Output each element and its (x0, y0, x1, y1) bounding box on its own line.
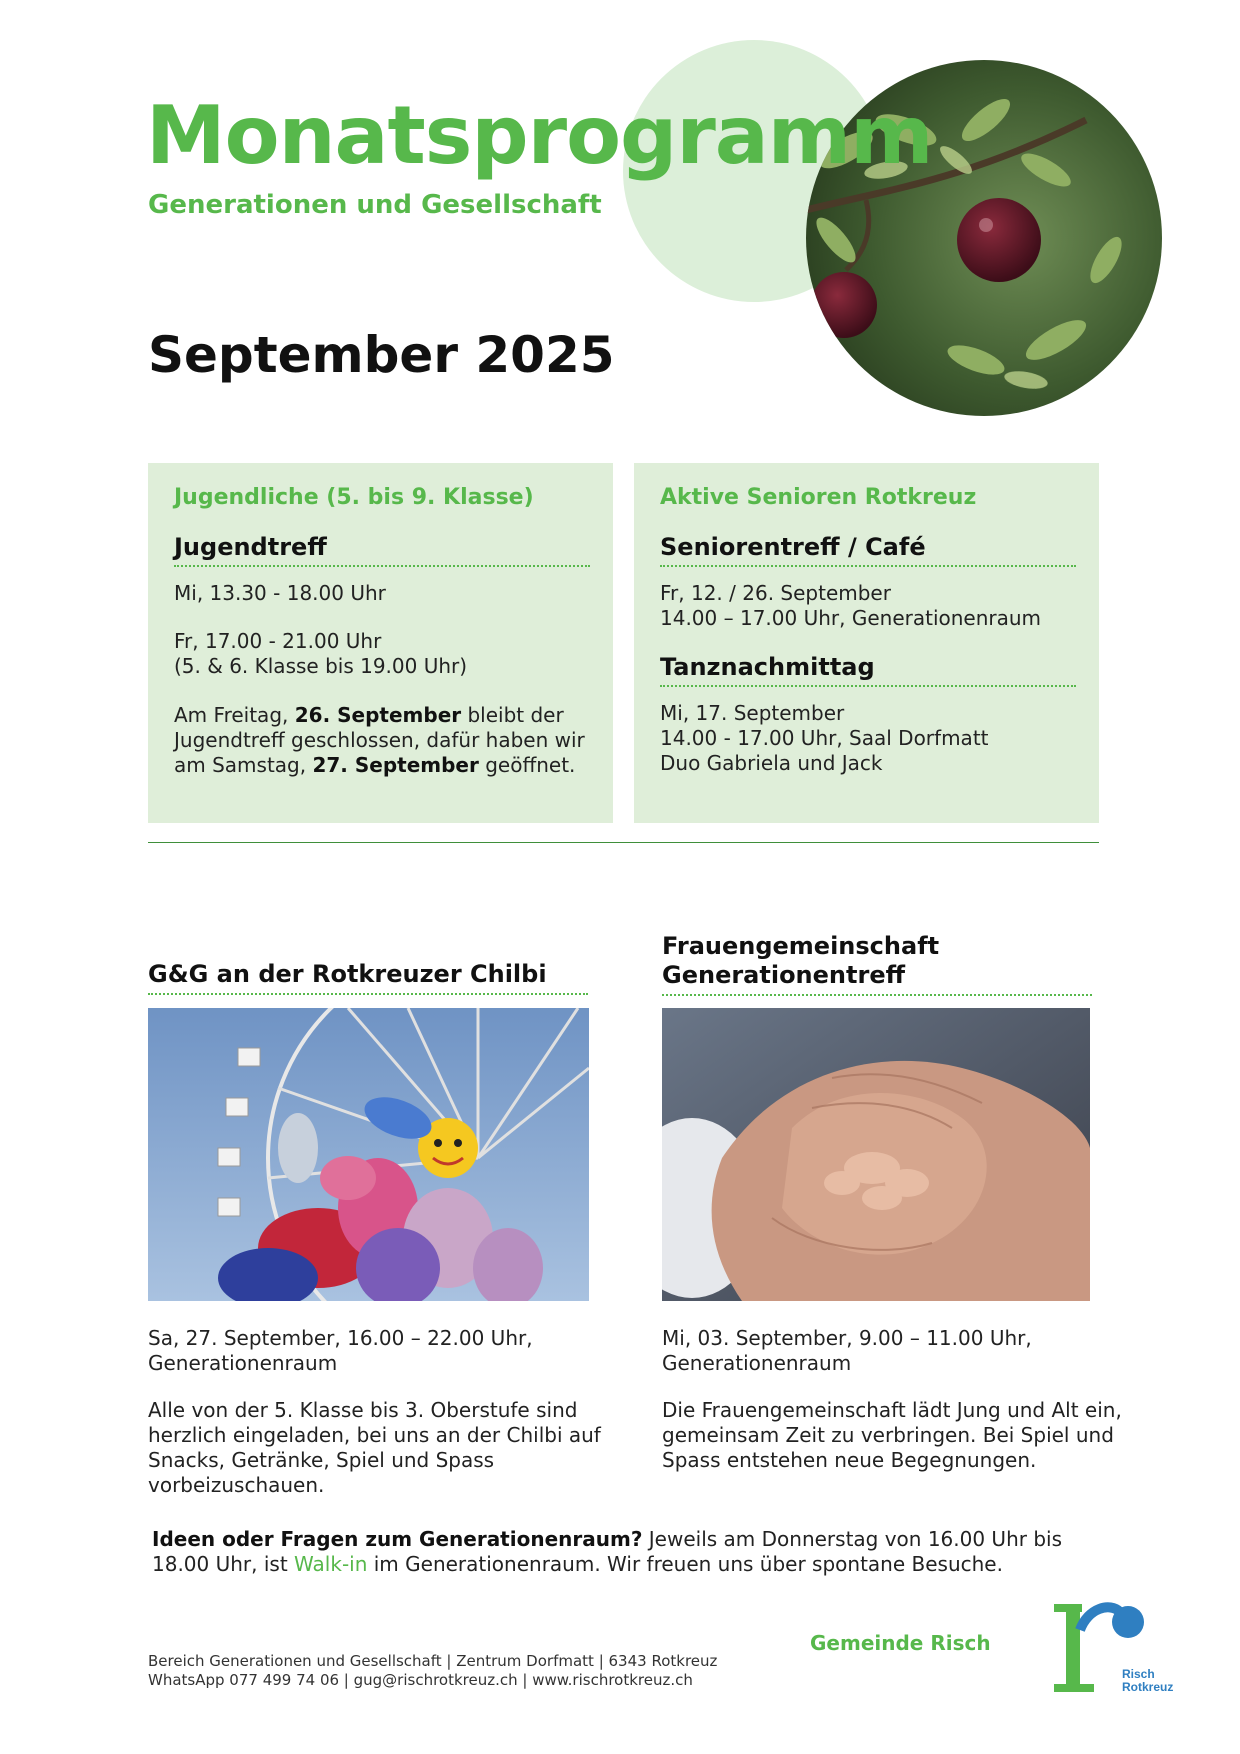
page-title: Monatsprogramm (146, 89, 933, 182)
youth-box (148, 463, 613, 823)
youth-box-heading: Jugendliche (5. bis 9. Klasse) (174, 485, 534, 510)
chilbi-balloons-photo (148, 1008, 589, 1301)
frauen-event-description: Die Frauengemeinschaft lädt Jung und Alt ein, gemeinsam Zeit zu verbringen. Bei Spiel und Spass entstehen neue Begegnungen. (662, 1398, 1122, 1472)
chilbi-location-line: Generationenraum (148, 1351, 338, 1375)
frauen-location-line: Generationenraum (662, 1351, 852, 1375)
tanznachmittag-time: 14.00 - 17.00 Uhr, Saal Dorfmatt (660, 726, 989, 750)
senior-box (634, 463, 1099, 823)
chilbi-event-title: G&G an der Rotkreuzer Chilbi (148, 960, 588, 995)
chilbi-date-line: Sa, 27. September, 16.00 – 22.00 Uhr, (148, 1326, 533, 1350)
frauen-event-title (662, 932, 1092, 996)
tanznachmittag-title: Tanznachmittag (660, 653, 1076, 687)
risch-rotkreuz-logo (1050, 1598, 1180, 1698)
seniorentreff-time: 14.00 – 17.00 Uhr, Generationenraum (660, 606, 1042, 630)
logo-text-rotkreuz: Rotkreuz (1122, 1680, 1174, 1694)
footer-contact-details: WhatsApp 077 499 74 06 | gug@rischrotkreuz.ch | www.rischrotkreuz.ch (148, 1671, 693, 1689)
walk-in-info: Ideen oder Fragen zum Generationenraum? Jeweils am Donnerstag von 16.00 Uhr bis 18.00 Uhr, ist Walk-in im Generationenraum. Wir freuen uns über spontane Besuche. (152, 1527, 1063, 1576)
frauen-title-line2: Generationentreff (662, 961, 906, 989)
month-heading: September 2025 (148, 326, 615, 384)
chilbi-event-date (148, 1326, 618, 1376)
footer-address: Bereich Generationen und Gesellschaft | Zentrum Dorfmatt | 6343 Rotkreuz (148, 1652, 718, 1670)
page-subtitle: Generationen und Gesellschaft (148, 190, 602, 220)
jugendtreff-time-fri: Fr, 17.00 - 21.00 Uhr (174, 629, 382, 653)
logo-text-risch: Risch (1122, 1667, 1155, 1681)
frauen-date-line: Mi, 03. September, 9.00 – 11.00 Uhr, (662, 1326, 1032, 1350)
jugendtreff-title: Jugendtreff (174, 533, 590, 567)
tanznachmittag-band: Duo Gabriela und Jack (660, 751, 883, 775)
jugendtreff-time-note: (5. & 6. Klasse bis 19.00 Uhr) (174, 654, 468, 678)
frauen-event-date (662, 1326, 1132, 1376)
seniorentreff-title: Seniorentreff / Café (660, 533, 1076, 567)
chilbi-event-description: Alle von der 5. Klasse bis 3. Oberstufe sind herzlich eingeladen, bei uns an der Chilbi auf Snacks, Getränke, Spiel und Spass vorbeizuschauen. (148, 1398, 601, 1497)
tanznachmittag-date: Mi, 17. September (660, 701, 845, 725)
hands-photo (662, 1008, 1090, 1301)
gemeinde-label: Gemeinde Risch (810, 1631, 991, 1655)
jugendtreff-time-wed: Mi, 13.30 - 18.00 Uhr (174, 581, 386, 605)
senior-box-heading: Aktive Senioren Rotkreuz (660, 485, 977, 510)
jugendtreff-closure-note: Am Freitag, 26. September bleibt der Jugendtreff geschlossen, dafür haben wir am Samstag, 27. September geöffnet. (174, 703, 585, 777)
section-divider (148, 842, 1099, 843)
seniorentreff-date: Fr, 12. / 26. September (660, 581, 891, 605)
frauen-title-line1: Frauengemeinschaft (662, 932, 940, 960)
footer-contact (148, 1652, 717, 1690)
